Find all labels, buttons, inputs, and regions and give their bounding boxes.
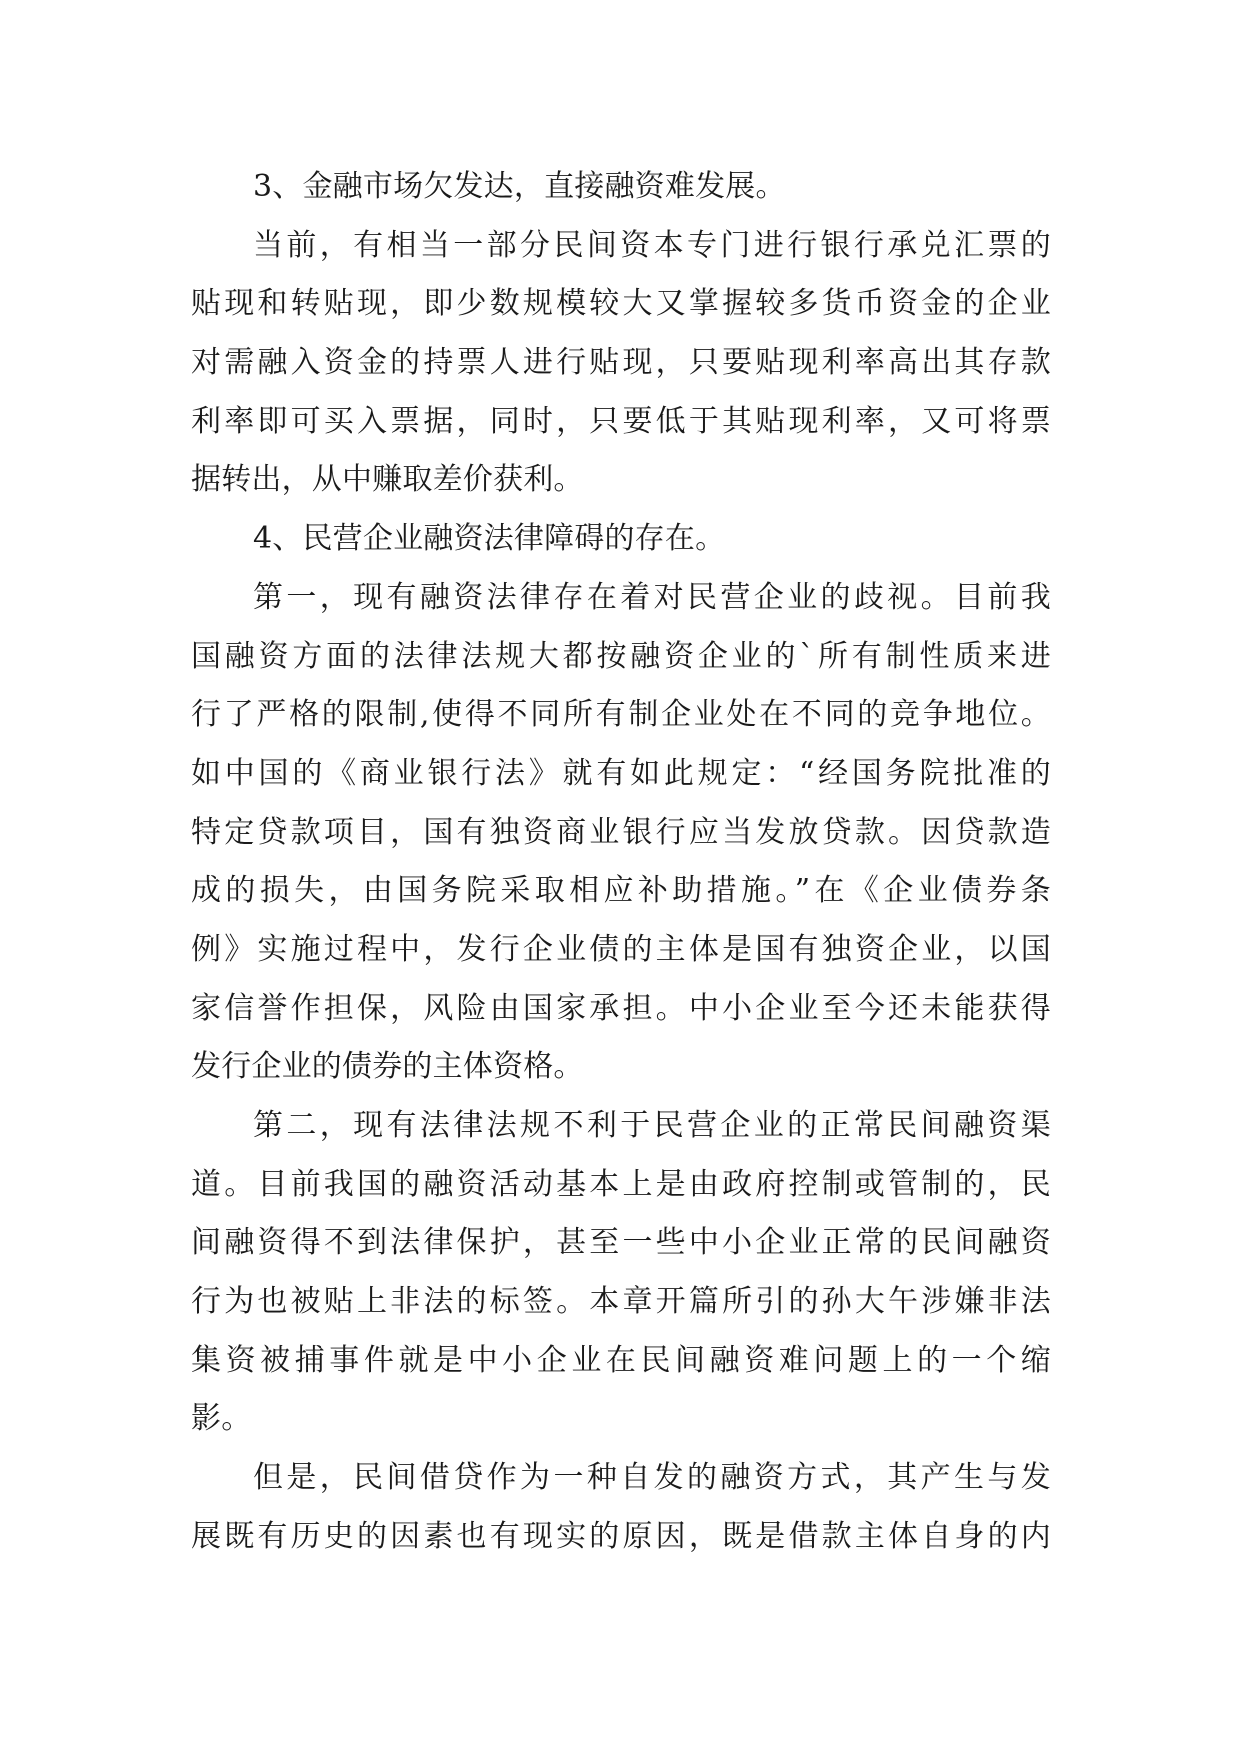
- paragraph-line: 第一，现有融资法律存在着对民营企业的歧视。目前我: [253, 579, 1051, 615]
- paragraph-line: 据转出，从中赚取差价获利。: [191, 462, 584, 498]
- paragraph-line: 对需融入资金的持票人进行贴现，只要贴现利率高出其存款: [191, 345, 1051, 381]
- document-body: [191, 158, 1051, 1567]
- paragraph-line: 例》实施过程中，发行企业债的主体是国有独资企业，以国: [191, 931, 1051, 967]
- paragraph-line: 展既有历史的因素也有现实的原因，既是借款主体自身的内: [191, 1518, 1051, 1554]
- paragraph-line: 贴现和转贴现，即少数规模较大又掌握较多货币资金的企业: [191, 286, 1051, 322]
- paragraph-line: 行为也被贴上非法的标签。本章开篇所引的孙大午涉嫌非法: [191, 1284, 1051, 1320]
- paragraph-line: 行了严格的限制,使得不同所有制企业处在不同的竞争地位。: [191, 697, 1051, 733]
- section-heading-4: 4、民营企业融资法律障碍的存在。: [253, 521, 726, 557]
- paragraph-line: 发行企业的债券的主体资格。: [191, 1049, 584, 1085]
- paragraph-line: 但是，民间借贷作为一种自发的融资方式，其产生与发: [253, 1460, 1051, 1496]
- paragraph-line: 家信誉作担保，风险由国家承担。中小企业至今还未能获得: [191, 990, 1051, 1026]
- paragraph-line: 影。: [191, 1401, 252, 1437]
- paragraph-line: 集资被捕事件就是中小企业在民间融资难问题上的一个缩: [191, 1342, 1051, 1378]
- paragraph-line: 如中国的《商业银行法》就有如此规定：“经国务院批准的: [191, 755, 1051, 791]
- paragraph-line: 当前，有相当一部分民间资本专门进行银行承兑汇票的: [253, 227, 1051, 263]
- paragraph-line: 道。目前我国的融资活动基本上是由政府控制或管制的，民: [191, 1166, 1051, 1202]
- paragraph-line: 第二，现有法律法规不利于民营企业的正常民间融资渠: [253, 1108, 1051, 1143]
- section-heading-3: 3、金融市场欠发达，直接融资难发展。: [253, 169, 786, 204]
- paragraph-line: 间融资得不到法律保护，甚至一些中小企业正常的民间融资: [191, 1225, 1051, 1261]
- paragraph-line: 特定贷款项目，国有独资商业银行应当发放贷款。因贷款造: [191, 814, 1051, 850]
- paragraph-line: 利率即可买入票据，同时，只要低于其贴现利率，又可将票: [191, 403, 1051, 439]
- paragraph-line: 成的损失，由国务院采取相应补助措施。”在《企业债券条: [191, 873, 1051, 909]
- paragraph-line: 国融资方面的法律法规大都按融资企业的`所有制性质来进: [191, 638, 1051, 674]
